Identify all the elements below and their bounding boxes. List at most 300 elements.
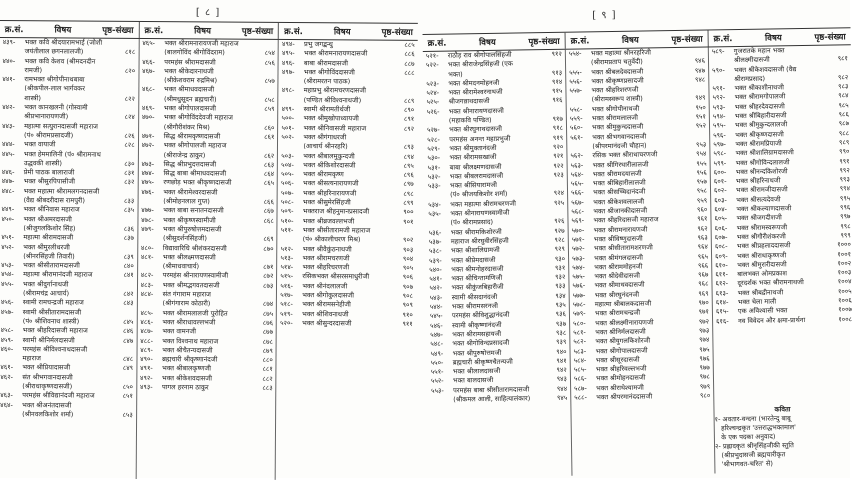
entry-number xyxy=(431,396,453,406)
entry-page: ९४० xyxy=(556,347,567,356)
entry-page xyxy=(689,131,706,141)
entry-number: ४६८- xyxy=(142,85,155,94)
entry-title: भक्त श्रीहरदेवदासजी xyxy=(734,102,785,111)
entry-title: भक्त कवि श्रीदयारामभाई (जोशी xyxy=(24,38,103,47)
entry-title: भक्तराज श्रीहनुमानप्रसादजी xyxy=(302,207,370,216)
entry-page: ९७७ xyxy=(699,363,710,372)
entry-title: भक्त श्रीकृष्णदासजी xyxy=(735,130,784,139)
entry-page: ८३९ xyxy=(123,252,134,261)
entry-page: ९२१ xyxy=(553,152,564,161)
entry-page: ८८८ xyxy=(404,68,415,77)
entry-page: ८४३ xyxy=(123,299,134,308)
entry-number: ५८०- xyxy=(573,319,586,328)
entry-page: ८७४ xyxy=(262,300,274,309)
entry-number: ४६३- xyxy=(0,391,13,400)
entry-title: स्वामी श्रीरामतीर्थजी xyxy=(303,105,351,114)
entry-title: महात्मा श्रीरामदासजी xyxy=(23,233,74,242)
entry-title: भक्त श्रीसूरदासजी xyxy=(595,355,640,365)
entry-title: भक्त श्रीशालिग्रामदासजी xyxy=(735,148,794,158)
entry-page xyxy=(117,215,134,224)
entry-title: (श्रीराधाकृष्णदासजी) xyxy=(22,382,73,391)
entry-title: भक्त श्रीप्रेमदासजी xyxy=(451,255,496,265)
entry-page xyxy=(257,226,274,235)
entry-number: ४७५- xyxy=(141,178,155,187)
entry-title: भक्त श्रीलक्ष्मीनारायणजी xyxy=(595,318,654,327)
entry-page xyxy=(546,106,563,116)
entry-number: ४४१- xyxy=(2,75,16,84)
entry-page: ८३३ xyxy=(123,196,135,205)
entry-page: ९०८ xyxy=(402,291,413,300)
entry-number xyxy=(570,96,592,106)
entry-title: भक्त श्रीशिवनाथजी xyxy=(302,309,349,319)
entry-title: भक्त श्रीबिहारीलालजी xyxy=(592,178,646,188)
entry-page xyxy=(257,114,274,123)
entry-page: ९२८ xyxy=(554,235,565,244)
header-subject-label: विषय xyxy=(54,24,72,35)
entry-page: ८८० xyxy=(262,355,273,365)
entry-number: ४६४- xyxy=(0,400,13,409)
entry-number: ४५०- xyxy=(1,214,15,223)
entry-title: (महाकवि पण्डित) xyxy=(448,116,492,125)
entry-title: भक्त वामनजी xyxy=(162,327,196,336)
entry-number: ४६०- xyxy=(0,344,14,353)
entry-number: ५८५- xyxy=(573,365,587,374)
entry-page: ९१० xyxy=(402,310,413,319)
entry-page: ९८३ xyxy=(838,82,849,91)
entry-title: (श्रीमाधवाचार्य) xyxy=(162,262,200,271)
entry-title: भक्त श्रीगोविन्दलालजी xyxy=(735,157,790,167)
entry-page: ९७२ xyxy=(698,317,710,326)
entry-title: भक्त श्रीरामदयालजी xyxy=(592,169,642,179)
entry-page xyxy=(256,291,273,300)
entry-title: भक्त श्रीरामकृष्ण xyxy=(303,170,344,179)
entry-page: ९७४ xyxy=(699,335,710,344)
entry-title: भक्त श्रीमदनमोहनजी xyxy=(448,78,500,88)
entry-page: ९२४ xyxy=(553,189,565,198)
entry-title: भक्त श्रीनिर्मलदासजी xyxy=(595,327,646,337)
entry-number: ४७६- xyxy=(141,187,155,196)
entry-title: भक्त श्रीबलदेवदासजी xyxy=(591,67,644,76)
entry-page: ९५४ xyxy=(696,149,707,158)
entry-number xyxy=(281,142,303,151)
entry-number: ५१८- xyxy=(280,300,293,309)
entry-number: ५६०- xyxy=(569,123,583,133)
entry-number: ४६७- xyxy=(142,66,155,75)
index-entry xyxy=(574,392,710,403)
entry-page xyxy=(547,208,564,218)
entry-page: ८८१ xyxy=(262,365,273,374)
entry-title: भक्त श्रीकेशवलालजी xyxy=(593,197,645,207)
entry-page: ९२५ xyxy=(553,198,565,207)
entry-page: ९०७ xyxy=(402,282,414,291)
entry-number: ५४८- xyxy=(430,339,444,349)
entry-number xyxy=(282,77,304,86)
entry-title: भक्त श्रीरामचरणजी xyxy=(302,253,350,263)
entry-number xyxy=(142,48,164,57)
entry-page: ८१८ xyxy=(124,48,136,57)
entry-title: भक्त श्रीपरमानंददासजी xyxy=(596,392,653,402)
entry-number: ४४९- xyxy=(1,205,15,214)
entry-title: भक्त श्रीरामजीदासजी xyxy=(735,185,788,195)
entry-number: ५५०- xyxy=(430,358,444,367)
index-entry xyxy=(431,394,567,405)
entry-number: ५८४- xyxy=(573,356,587,365)
entry-page: ९१७ xyxy=(552,114,563,124)
entry-title: स्वामी रामचन्द्रजी महाराज xyxy=(22,298,84,307)
entry-title: भक्त श्रीजानकीदासजी xyxy=(593,206,648,216)
entry-number: ४४५- xyxy=(1,149,15,158)
entry-number: ५११- xyxy=(280,225,294,234)
entry-title: प्रेमी पाठक बालाराजी xyxy=(23,168,75,177)
entry-page xyxy=(258,86,275,95)
entry-title: नव विवेदन और क्षमा-प्रार्थना xyxy=(738,315,806,325)
entry-number: ५१४- xyxy=(280,263,294,272)
entry-number: ६०९- xyxy=(714,251,728,260)
entry-page xyxy=(117,243,134,252)
entry-title: भक्त श्रीरामसनेहीजी xyxy=(302,300,351,309)
entry-number: ५२७- xyxy=(426,126,440,135)
entry-number: ५०५- xyxy=(281,170,294,179)
entry-number: ५७१- xyxy=(571,235,585,244)
entry-number xyxy=(0,410,22,419)
entry-number: ६१६- xyxy=(716,316,729,326)
entry-page xyxy=(116,374,133,383)
entry-number xyxy=(2,159,24,168)
entry-title: जयंतीलाल छगनलालजी) xyxy=(24,47,84,56)
entry-page: ९७५ xyxy=(699,345,710,354)
entry-page: ९५९ xyxy=(696,196,708,205)
header-subject-label: विषय xyxy=(478,37,496,48)
entry-title: भक्त श्रीप्रियादासजी xyxy=(22,363,71,372)
entry-number: ४८८- xyxy=(140,336,153,345)
entry-title: भक्त श्रीमद्भगवतदासजी xyxy=(162,280,220,290)
entry-title: भक्त श्रीरघुनाथदासजी xyxy=(448,125,502,134)
entry-title: भक्त श्रीयुगलकिशोरजी xyxy=(595,336,651,346)
entry-number: ४९०- xyxy=(140,355,153,364)
entry-number: ६०८- xyxy=(714,242,728,251)
entry-title: भक्त श्रीरामगोपालजी xyxy=(734,92,786,102)
entry-number xyxy=(142,76,164,85)
entry-title: भक्त श्रीहरिनारायणजी xyxy=(302,188,357,198)
entry-page: ८८९ xyxy=(403,96,415,105)
entry-number: ५०२- xyxy=(281,132,295,142)
entry-number: ४५२- xyxy=(1,242,14,251)
entry-title: भक्त श्रीरामप्रियाजी xyxy=(735,139,782,149)
entry-number: ५०४- xyxy=(281,160,294,169)
entry-number: ५४४- xyxy=(429,302,443,311)
column-header xyxy=(565,31,708,49)
entry-number: ४५४- xyxy=(1,270,14,279)
entry-page xyxy=(397,78,414,87)
entry-title: भक्त श्रीहरिनाथजी xyxy=(735,176,781,186)
entry-page: ८९९ xyxy=(403,198,414,207)
entry-title: भक्त श्रीगौरीशंकरजी xyxy=(736,232,786,242)
entry-number xyxy=(426,70,448,80)
entry-title: भक्त बालदासजी xyxy=(452,376,494,385)
entry-number: ४८६- xyxy=(140,317,154,326)
entry-page: ८७२ xyxy=(263,272,274,281)
entry-title: भक्त श्रीराममोहनजी xyxy=(594,262,643,272)
entry-page: ८८३ xyxy=(262,383,273,392)
entry-page: ८६१ xyxy=(264,132,275,141)
index-column xyxy=(0,38,138,479)
entry-page xyxy=(118,39,135,48)
entry-number: ५२६- xyxy=(426,107,440,116)
entry-page: ९२२ xyxy=(553,161,564,170)
entry-page: ९५१ xyxy=(695,112,706,121)
entry-page: ८८२ xyxy=(262,374,273,383)
entry-title: ब्रह्मचारी श्रीकृष्णचैतन्यजी xyxy=(452,357,513,367)
entry-number: ५९१- xyxy=(712,84,726,93)
entry-page: ८९२ xyxy=(403,124,415,133)
header-page-label: पृष्ठ-संख्या xyxy=(102,25,134,36)
entry-number: ४४४- xyxy=(1,140,15,149)
entry-number: ५१०- xyxy=(280,216,294,225)
entry-page: ९५६ xyxy=(696,168,707,177)
entry-number: ६०४- xyxy=(714,205,728,214)
entry-page xyxy=(118,76,135,85)
entry-page: ९८५ xyxy=(838,101,849,110)
entry-title: भक्त श्रीसुरपिपासीजी xyxy=(23,177,75,186)
entry-title: भक्त श्रीलालदासजी xyxy=(452,366,501,376)
entry-title: रामभक्त श्रीगोपीनाथबाबा xyxy=(24,75,85,84)
entry-page: १००४ xyxy=(837,277,852,286)
entry-page: ८६० xyxy=(264,123,275,132)
entry-number: ५७२- xyxy=(571,244,585,253)
entry-title: (बालगोविंद श्रीगोविंदराम) xyxy=(164,48,225,57)
entry-page: ९१३ xyxy=(551,68,563,77)
entry-title: रसिक भक्त श्रीराधाचरणजी xyxy=(592,150,658,160)
entry-title: (पं० श्रीशिवनाथ शास्त्री) xyxy=(22,317,80,326)
entry-page xyxy=(118,57,135,66)
column-header xyxy=(423,33,565,51)
entry-title: भक्त श्रीसियारामजी xyxy=(449,181,498,190)
poetry-heading: कविता xyxy=(774,405,791,414)
poetry-section xyxy=(714,404,851,469)
entry-number: ५६३- xyxy=(570,161,584,170)
entry-page: ९७३ xyxy=(698,326,710,335)
entry-title: भक्त श्रीहरिदासजी महाराज xyxy=(593,215,659,225)
entry-title: भक्त श्रीलक्ष्मणदासजी xyxy=(162,252,216,262)
entry-number xyxy=(428,191,450,201)
entry-page: ९०६ xyxy=(402,273,414,282)
entry-page: ९८९ xyxy=(838,138,850,147)
index-column xyxy=(423,50,572,478)
entry-page: ९०० xyxy=(403,208,414,217)
entry-title: भक्त श्रीदुर्गानाथजी xyxy=(22,279,69,289)
entry-title: भक्त चेला माली xyxy=(737,297,777,307)
entry-number: ५२३- xyxy=(426,79,440,88)
entry-title: महात्मा श्रीरामानंदजी महाराज xyxy=(23,270,93,280)
entry-number: ५७०- xyxy=(571,226,585,235)
index-columns xyxy=(0,38,418,481)
entry-page: ८४२ xyxy=(123,289,134,298)
entry-number: ४९२- xyxy=(140,373,153,382)
entry-page: १००३ xyxy=(837,268,852,277)
entry-page: ९९२ xyxy=(839,166,850,175)
entry-title: महात्मा सत्युरानदासजी महाराज xyxy=(24,121,98,131)
entry-number: ४४३- xyxy=(2,121,15,130)
entry-title: भक्त महात्मा श्रीरामलगनदासजी xyxy=(23,186,100,196)
header-no-label: क्र.सं. xyxy=(570,35,590,47)
index-column xyxy=(275,40,418,481)
entry-number: ५७९- xyxy=(572,309,586,318)
entry-page: ९८२ xyxy=(837,73,849,82)
entry-title: भक्त श्रीसुमेरसिंहजी xyxy=(302,198,351,207)
entry-number: ५६२- xyxy=(570,151,584,160)
entry-page: ८६८ xyxy=(263,216,274,225)
entry-page: ८३७ xyxy=(123,234,135,243)
entry-number xyxy=(1,289,23,298)
entry-number: ५८९- xyxy=(711,47,725,56)
entry-page: ९५२ xyxy=(695,121,707,131)
entry-number: ४९४- xyxy=(282,39,295,49)
entry-title: भक्त श्रीगोपीनाथजी xyxy=(591,104,640,114)
entry-title: भक्त विश्वनाथ महाराज xyxy=(162,336,219,346)
entry-title: भक्त श्रीकृष्णप्रसादजी xyxy=(591,76,644,86)
entry-number: ५३६- xyxy=(428,228,442,237)
entry-number: ४९५- xyxy=(281,49,295,58)
entry-page: ९६२ xyxy=(697,224,708,233)
entry-number: ५१६- xyxy=(280,281,294,290)
entry-number: ५५४- xyxy=(568,49,582,58)
entry-page: ८६४ xyxy=(263,170,275,179)
entry-number: ५९०- xyxy=(712,65,725,75)
entry-title: बाबा श्रीरामदासजी xyxy=(303,58,348,68)
entry-title: भक्त श्रीनारायणदासजी xyxy=(448,106,504,116)
entry-number xyxy=(1,252,23,261)
entry-number: ५४०- xyxy=(429,265,442,274)
entry-title: सिद्ध बाबा श्रीमाधवदासजी xyxy=(163,169,227,178)
entry-number xyxy=(0,354,22,363)
entry-title: भक्त श्रीहरिदासजी महाराज xyxy=(22,326,88,335)
entry-number: ६०७- xyxy=(714,233,728,242)
entry-number: ४४०- xyxy=(2,56,16,65)
entry-number: ५७७- xyxy=(572,291,586,300)
entry-page: ८३१ xyxy=(124,169,135,178)
entry-page: ८६६ xyxy=(263,197,274,206)
entry-number: ६१५- xyxy=(715,307,729,316)
entry-title: एक अविश्वासी भक्त xyxy=(737,306,788,316)
entry-title: श्रीजगन्नाथदासजी xyxy=(448,97,490,107)
entry-title: ब्रह्मचारी श्रीकृष्णानंदजी xyxy=(162,355,218,364)
entry-page: ८७९ xyxy=(262,346,273,355)
entry-title: (श्रीगौरीशंकर मिश्र) xyxy=(163,122,210,132)
entry-page xyxy=(396,227,413,236)
entry-title: गुजरातके महान भक्त xyxy=(733,46,785,56)
entry-page: ९३१ xyxy=(554,263,566,272)
entry-page: ८२० xyxy=(124,66,136,75)
entry-title: भक्त बाबा सनातनदासजी xyxy=(163,206,224,215)
entry-number: ५८८- xyxy=(574,393,587,402)
entry-number xyxy=(2,131,24,140)
entry-page: ९८० xyxy=(699,391,711,400)
entry-number: ४९१- xyxy=(140,364,153,373)
entry-title: सिद्ध श्रीप्रभुदत्तदासजी xyxy=(163,160,217,169)
entry-title: (श्रीपरमानंदजी चौहान) xyxy=(592,141,647,151)
entry-page xyxy=(545,59,562,69)
entry-page: ८७६ xyxy=(262,318,274,327)
entry-number: ५८२- xyxy=(573,337,587,346)
entry-page xyxy=(118,104,135,113)
entry-number: ५०१- xyxy=(281,123,295,132)
entry-title: श्रीरामप्रसाद) xyxy=(734,74,766,83)
entry-number xyxy=(428,219,450,229)
entry-number: ५४९- xyxy=(430,349,444,358)
entry-number: ४७७- xyxy=(141,206,154,215)
entry-title: श्रीलक्ष्मीदासजी xyxy=(733,55,770,65)
entry-title: (श्रीमधुसूदन ब्रह्मचारी) xyxy=(163,94,217,104)
entry-title: (पं० श्रीकालीचरण मिश्र) xyxy=(302,235,361,244)
entry-page: ८७८ xyxy=(262,337,273,346)
entry-title: परमहंस अनन्त महाप्रभुजी xyxy=(449,134,511,144)
entry-title: भक्त श्रीरामलालजी xyxy=(591,113,638,123)
entry-number: ५७३- xyxy=(572,254,585,263)
entry-page: ९२६ xyxy=(554,217,565,226)
entry-page: ८५९ xyxy=(264,104,275,113)
entry-number: ६१४- xyxy=(715,298,729,307)
entry-page: ९१९ xyxy=(552,133,564,142)
entry-page: ९३७ xyxy=(555,319,567,328)
entry-page: ९५८ xyxy=(696,187,708,196)
entry-number: ४५९- xyxy=(0,335,14,344)
entry-title: स्वामी श्रीसदानंदजी xyxy=(451,292,498,302)
entry-number xyxy=(142,151,164,160)
entry-page: ९१८ xyxy=(552,124,564,133)
entry-page: ८५० xyxy=(122,382,134,391)
entry-number: ५८७- xyxy=(574,384,587,393)
entry-page: ९३० xyxy=(554,254,566,263)
entry-title: भक्त श्रीगोविंददासजी xyxy=(303,68,355,77)
entry-title: भक्त श्रीभगवानदासजी xyxy=(592,132,647,142)
entry-page: ८७३ xyxy=(263,281,274,290)
entry-title: (श्रीराजेन्द्र ठाकुर) xyxy=(163,150,206,159)
entry-number: ५७४- xyxy=(572,263,585,272)
page-number: [ ९ ] xyxy=(592,9,617,22)
entry-page: ९८१ xyxy=(837,54,849,63)
header-no-label: क्र.सं. xyxy=(284,26,303,37)
entry-page: ९४८ xyxy=(694,75,706,84)
entry-page xyxy=(118,85,135,94)
header-subject-label: विषय xyxy=(621,35,639,46)
entry-title: भक्त श्रीरामनारायणदासजी xyxy=(303,49,368,58)
entry-page: ८४५ xyxy=(123,317,134,326)
entry-number xyxy=(142,95,164,104)
entry-page: ८७७ xyxy=(262,328,274,337)
entry-page: ८९६ xyxy=(403,170,414,180)
entry-page xyxy=(257,189,274,198)
entry-title: सिद्ध श्रीरामकृष्णदासजी xyxy=(163,132,221,141)
entry-title: स्वामी श्रीसीतारामदासजी xyxy=(22,307,82,317)
entry-title: भक्त श्रीमुक्तानंदजी xyxy=(449,143,497,153)
entry-page xyxy=(116,346,133,355)
entry-page: ९९३ xyxy=(839,175,850,184)
entry-page: ९४७ xyxy=(694,66,706,75)
entry-number: ६११- xyxy=(715,270,729,279)
entry-title: (श्रीरामचंद्र आचार्य) xyxy=(22,289,70,298)
entry-title: भक्त श्रीकेशवदासजी (वैद्य xyxy=(734,64,797,74)
entry-number: ५१९- xyxy=(280,309,293,318)
entry-number: ५१७- xyxy=(280,290,293,300)
entry-title: भक्त श्रीदेवीदासजी xyxy=(594,271,640,281)
entry-page: ८५७ xyxy=(264,77,275,86)
entry-title: भक्त श्रीगोपालदासजी xyxy=(163,104,216,113)
entry-page: ९७६ xyxy=(699,354,710,363)
entry-number: ४८९- xyxy=(140,345,153,354)
entry-title: भक्त श्रीराधावल्लभजी xyxy=(162,318,216,327)
entry-number: ५३७- xyxy=(428,237,442,246)
entry-page xyxy=(831,64,848,74)
